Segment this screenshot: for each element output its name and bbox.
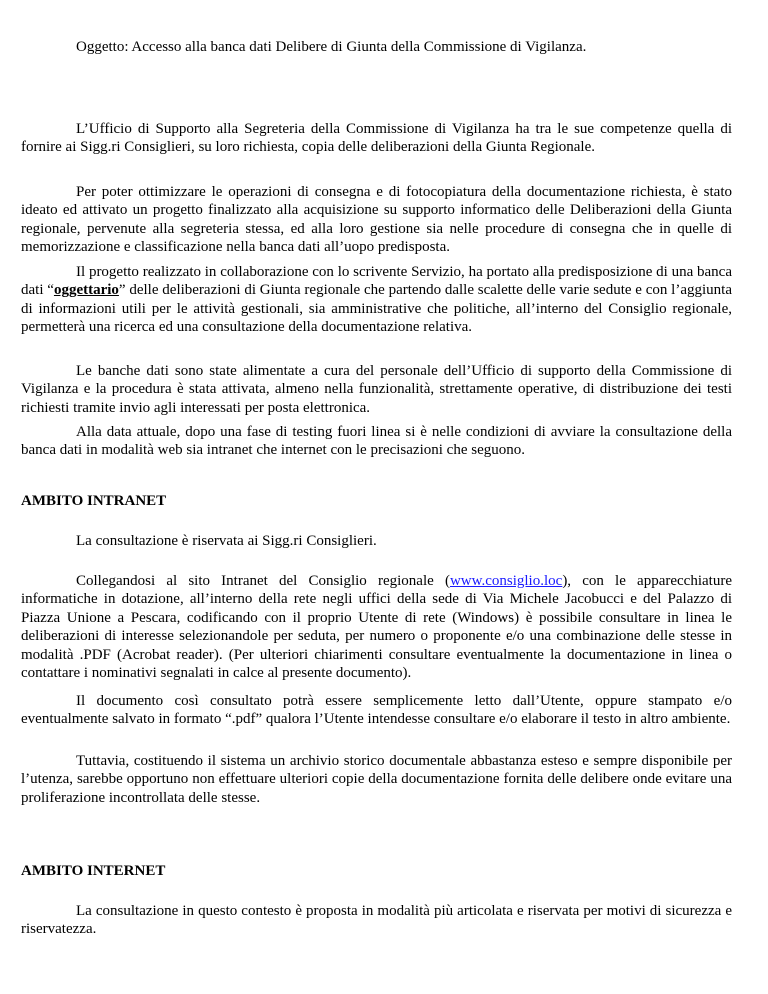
paragraph-10-text: La consultazione in questo contesto è proposta in modalità più articolata e riservata per motivi di sicurezza e riservatezza. [21, 903, 732, 938]
paragraph-6-text: La consultazione è riservata ai Sigg.ri Consiglieri. [76, 533, 377, 549]
paragraph-3 [21, 263, 732, 337]
paragraph-9 [21, 752, 732, 807]
paragraph-7-text [21, 572, 732, 682]
paragraph-9-text: Tuttavia, costituendo il sistema un archivio storico documentale abbastanza esteso e sempre disponibile per l’utenza, sarebbe opportuno non effettuare ulteriori copie della documentazione fornita delle delibere onde evitare una proliferazione incontrollata delle stesse. [21, 753, 732, 806]
paragraph-6 [21, 532, 732, 550]
paragraph-7-before: Collegandosi al sito Intranet del Consiglio regionale ( [76, 573, 450, 589]
paragraph-2-text: Per poter ottimizzare le operazioni di consegna e di fotocopiatura della documentazione richiesta, è stato ideato ed attivato un progetto finalizzato alla acquisizione su supporto informatico delle Deliberazioni della Giunta regionale, pervenute alla segreteria stessa, ed alla loro gestione sia nelle procedure di consegna che in quelle di memorizzazione e classificazione nella banca dati all’uopo predisposta. [21, 184, 732, 256]
paragraph-3-after: ” delle deliberazioni di Giunta regionale che partendo dalle scalette delle varie sedute e con l’aggiunta di informazioni utili per le attività gestionali, sia amministrative che politiche, all’interno del Consiglio regionale, permetterà una ricerca ed una consultazione della documentazione relativa. [21, 282, 732, 336]
oggettario-emphasis: oggettario [53, 282, 119, 299]
paragraph-8 [21, 692, 732, 729]
intranet-site-link[interactable]: www.consiglio.loc [449, 573, 563, 589]
paragraph-1-text: L’Ufficio di Supporto alla Segreteria della Commissione di Vigilanza ha tra le sue competenze quella di fornire ai Sigg.ri Consiglieri, su loro richiesta, copia delle deliberazioni della Giunta Regionale. [21, 121, 732, 156]
heading-intranet: AMBITO INTRANET [21, 493, 167, 509]
subject-line: Oggetto: Accesso alla banca dati Delibere di Giunta della Commissione di Vigilanza. [76, 39, 587, 55]
paragraph-3-text [21, 263, 732, 337]
heading-internet: AMBITO INTERNET [21, 863, 166, 879]
paragraph-4 [21, 362, 732, 417]
paragraph-7-after: ), con le apparecchiature informatiche in dotazione, all’interno della rete negli uffici della sede di Via Michele Jacobucci e del Palazzo di Piazza Unione a Pescara, codificando con il proprio Utente di rete (Windows) è possibile consultare in linea le deliberazioni di interesse selezionandole per seduta, per numero o proponente e/o una combinazione delle stesse in modalità .PDF (Acrobat reader). (Per ulteriori chiarimenti consultare eventualmente la documentazione in linea o contattare i nominativi segnalati in calce al presente documento). [21, 573, 732, 682]
paragraph-5 [21, 423, 732, 460]
paragraph-5-text: Alla data attuale, dopo una fase di testing fuori linea si è nelle condizioni di avviare la consultazione della banca dati in modalità web sia intranet che internet con le precisazioni che seguono. [21, 424, 732, 459]
paragraph-7 [21, 572, 732, 682]
paragraph-1 [21, 120, 732, 157]
paragraph-4-text: Le banche dati sono state alimentate a cura del personale dell’Ufficio di supporto della Commissione di Vigilanza e la procedura è stata attivata, almeno nella funzionalità, strettamente operative, di distribuzione dei testi richiesti tramite invio agli interessati per posta elettronica. [21, 363, 732, 416]
paragraph-10 [21, 902, 732, 939]
paragraph-8-text: Il documento così consultato potrà essere semplicemente letto dall’Utente, oppure stampato e/o eventualmente salvato in formato “.pdf” qualora l’Utente intendesse consultare e/o elaborare il testo in altro ambiente. [21, 693, 732, 728]
paragraph-2 [21, 183, 732, 257]
paragraph-3-before: Il progetto realizzato in collaborazione con lo scrivente Servizio, ha portato alla predisposizione di una banca dati “ [21, 264, 732, 299]
